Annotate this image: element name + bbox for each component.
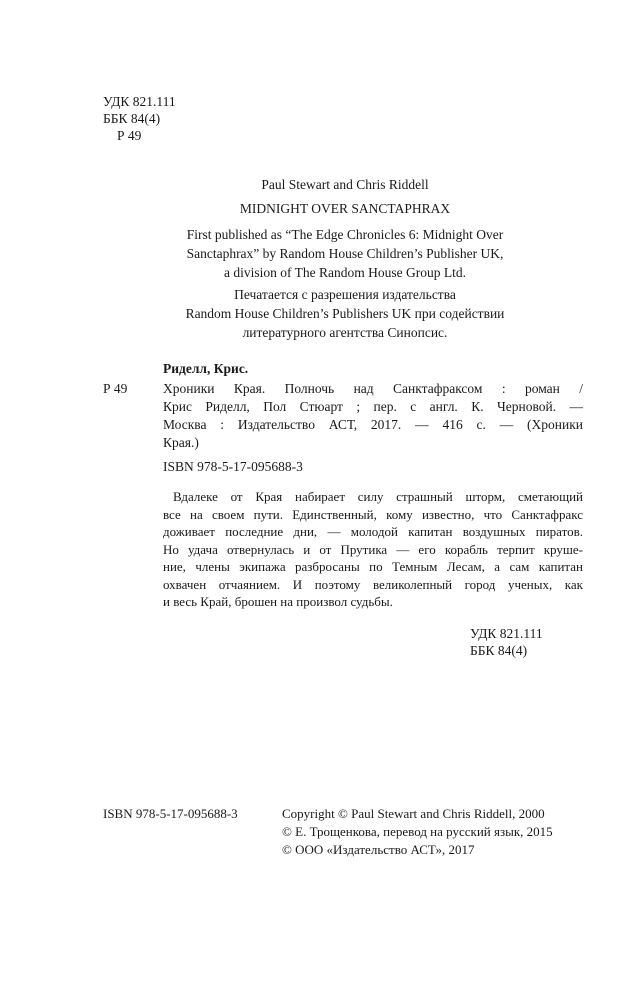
annotation-block: [163, 488, 583, 611]
first-published-line: First published as “The Edge Chronicles 6: Midnight Over: [186, 227, 504, 242]
annotation-line: все на своем пути. Единственный, кому известно, что Санктафракс: [163, 506, 583, 522]
isbn-main: ISBN 978-5-17-095688-3: [163, 459, 303, 474]
udk-code-top: УДК 821.111: [103, 94, 176, 109]
classification-top: [103, 93, 176, 144]
udk-code-bottom: УДК 821.111: [470, 626, 543, 641]
original-authors: Paul Stewart and Chris Riddell: [261, 177, 429, 192]
entry-line: Москва : Издательство АСТ, 2017. — 416 с. — (Хроники: [163, 417, 583, 432]
permission-block: [110, 285, 580, 342]
bibliographic-heading: Риделл, Крис.: [163, 361, 249, 376]
annotation-line: Вдалеке от Края набирает силу страшный шторм, сметающий: [173, 489, 583, 504]
entry-line: Хроники Края. Полночь над Санктафраксом : роман /: [163, 381, 583, 396]
permission-line: Печатается с разрешения издательства: [234, 287, 456, 302]
copyright-block: [282, 805, 553, 859]
author-mark-top: Р 49: [117, 128, 142, 143]
first-published-line: Sanctaphrax” by Random House Children’s Publisher UK,: [186, 246, 504, 261]
annotation-line: доживает последние дни, — молодой капитан воздушных пиратов.: [163, 524, 583, 539]
annotation-line: Но удача отвернулась и от Прутика — его корабль терпит круше-: [163, 541, 583, 557]
entry-line: Края.): [163, 435, 199, 450]
permission-line: Random House Children’s Publishers UK при содействии: [185, 306, 505, 321]
permission-line: литературного агентства Синопсис.: [242, 325, 448, 340]
copyright-line: Copyright © Paul Stewart and Chris Riddell, 2000: [282, 806, 545, 821]
entry-line: Крис Риделл, Пол Стюарт ; пер. с англ. К. Черновой. —: [163, 399, 583, 414]
original-title: MIDNIGHT OVER SANCTAPHRAX: [239, 201, 451, 216]
annotation-line: ние, члены экипажа разбросаны по Темным Лесам, а сам капитан: [163, 559, 583, 574]
bibliographic-entry: [163, 380, 583, 452]
annotation-line: и весь Край, брошен на произвол судьбы.: [163, 594, 393, 609]
isbn-bottom: ISBN 978-5-17-095688-3: [103, 806, 238, 821]
classification-bottom: [470, 625, 543, 659]
bbk-code-top: ББК 84(4): [103, 111, 161, 126]
author-mark-entry: Р 49: [103, 381, 128, 396]
first-published-line: a division of The Random House Group Ltd.: [224, 265, 466, 280]
annotation-line: охвачен отчаянием. И поэтому великолепный город ученых, как: [163, 576, 583, 592]
bbk-code-bottom: ББК 84(4): [470, 643, 528, 658]
copyright-line: © Е. Трощенкова, перевод на русский язык, 2015: [282, 824, 553, 839]
copyright-line: © ООО «Издательство АСТ», 2017: [282, 842, 475, 857]
first-published-block: [110, 225, 580, 282]
